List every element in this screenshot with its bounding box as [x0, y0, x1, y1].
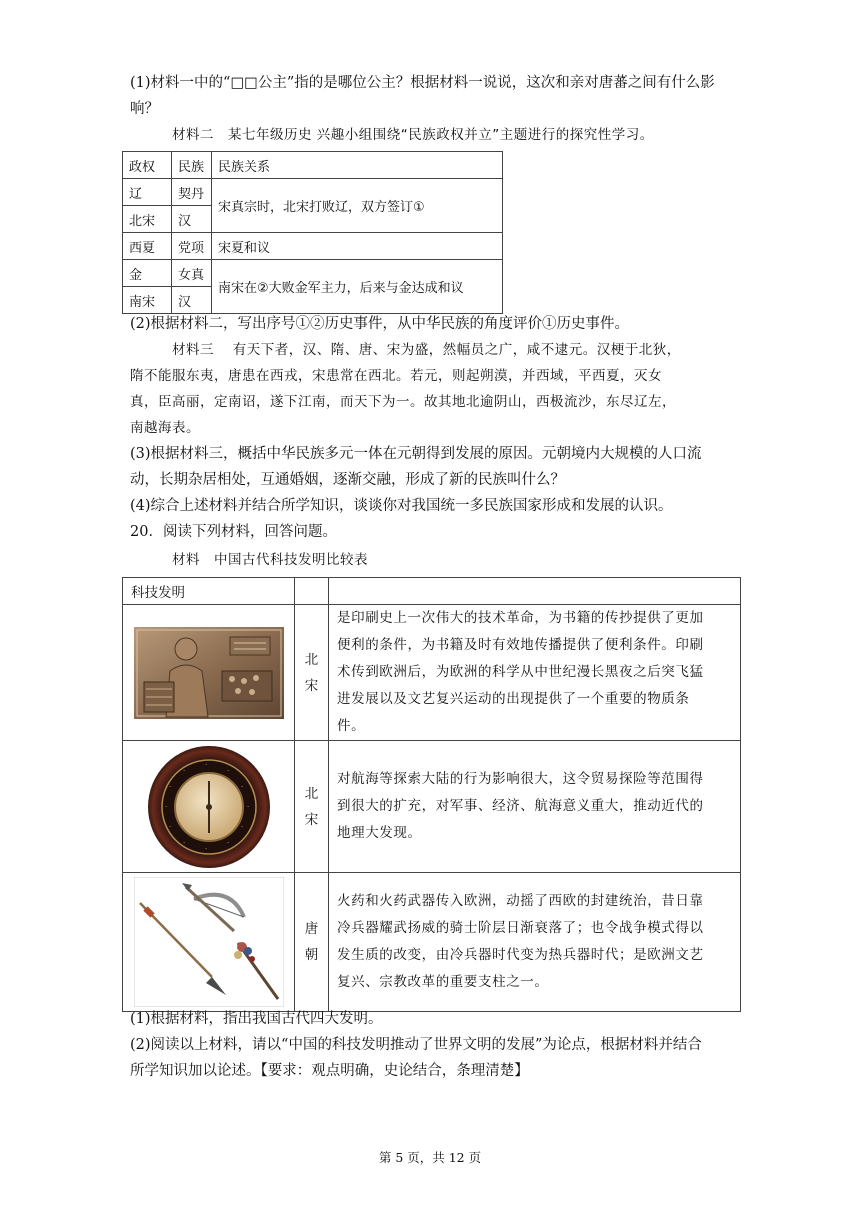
- material-3-line-1: 材料三 有天下者，汉、隋、唐、宋为盛，然幅员之广，咸不逮元。汉梗于北狄，: [172, 342, 681, 358]
- question-1-line-1: (1)材料一中的“□□公主”指的是哪位公主？根据材料一说说，这次和亲对唐蕃之间有什么影: [130, 75, 715, 91]
- table-header-row: [123, 578, 741, 605]
- description-line: 对航海等探索大陆的行为影响很大，这令贸易探险等范围得: [337, 771, 704, 787]
- svg-text:·: ·: [246, 802, 249, 811]
- table-row: [123, 260, 503, 287]
- question-2: (2)根据材料二，写出序号①②历史事件，从中华民族的角度评价①历史事件。: [130, 316, 630, 332]
- description-line: 发生质的改变，由冷兵器时代变为热兵器时代；是欧洲文艺: [337, 947, 704, 963]
- table-row: [123, 741, 741, 873]
- header-relations: 民族关系: [212, 152, 503, 179]
- relation-cell: 南宋在②大败金军主力，后来与金达成和议: [212, 260, 503, 314]
- table-row: [123, 873, 741, 1012]
- ethnic-cell: 汉: [172, 287, 212, 314]
- svg-text:·: ·: [168, 782, 171, 791]
- image-cell: [123, 873, 295, 1012]
- relation-cell: 宋夏和议: [212, 233, 503, 260]
- header-invention: 科技发明: [123, 578, 295, 605]
- material-3-line-2: 隋不能服东夷，唐患在西戎，宋患常在西北。若元，则起朔漠，并西域，平西夏，灭女: [130, 368, 662, 384]
- ethnic-cell: 女真: [172, 260, 212, 287]
- regime-cell: 南宋: [123, 287, 172, 314]
- ethnic-cell: 汉: [172, 206, 212, 233]
- question-20-1: (1)根据材料，指出我国古代四大发明。: [130, 1011, 383, 1027]
- material-3-line-3: 真，臣高丽，定南诏，遂下江南，而天下为一。故其地北逾阴山，西极流沙，东尽辽左，: [130, 394, 676, 410]
- dynasty-cell: [295, 605, 329, 741]
- header-empty: [329, 578, 741, 605]
- dynasty-cell: [295, 741, 329, 873]
- table-row: [123, 179, 503, 206]
- compass-image: [147, 745, 271, 869]
- description-line: 件。: [337, 718, 366, 734]
- regime-cell: 西夏: [123, 233, 172, 260]
- regime-cell: 金: [123, 260, 172, 287]
- material-3-line-4: 南越海表。: [130, 420, 200, 436]
- description-line: 是印刷史上一次伟大的技术革命，为书籍的传抄提供了更加: [337, 610, 704, 626]
- gunpowder-weapons-image: [134, 877, 284, 1007]
- dynasty-char: 宋: [304, 677, 319, 694]
- image-cell: [123, 605, 295, 741]
- question-3-line-1: (3)根据材料三，概括中华民族多元一体在元朝得到发展的原因。元朝境内大规模的人口流: [130, 446, 702, 462]
- regime-cell: 北宋: [123, 206, 172, 233]
- ethnic-cell: 契丹: [172, 179, 212, 206]
- dynasty-char: 唐: [304, 921, 319, 937]
- svg-text:·: ·: [226, 766, 229, 775]
- description-line: 火药和火药武器传入欧洲，动摇了西欧的封建统治，昔日靠: [337, 893, 704, 909]
- inventions-table: [122, 577, 741, 1012]
- description-line: 进发展以及文艺复兴运动的出现提供了一个重要的物质条: [337, 691, 690, 707]
- dynasty-char: 宋: [304, 811, 319, 828]
- dynasty-char: 北: [304, 651, 319, 668]
- svg-text:·: ·: [204, 844, 207, 853]
- description-line: 术传到欧洲后，为欧洲的科学从中世纪漫长黑夜之后突飞猛: [337, 664, 704, 680]
- description-line: 复兴、宗教改革的重要支柱之一。: [337, 974, 549, 990]
- description-line: 到很大的扩充，对军事、经济、航海意义重大，推动近代的: [337, 798, 704, 814]
- page-footer: 第 5 页，共 12 页: [378, 1150, 482, 1165]
- dynasty-cell: [295, 873, 329, 1012]
- table-row: [123, 233, 503, 260]
- svg-text:·: ·: [168, 822, 171, 831]
- svg-text:·: ·: [204, 760, 207, 769]
- movable-type-printing-relief-image: [134, 627, 284, 719]
- svg-text:·: ·: [164, 802, 167, 811]
- description-cell: [329, 741, 741, 873]
- question-3-line-2: 动，长期杂居相处，互通婚姻，逐渐交融，形成了新的民族叫什么？: [130, 472, 565, 488]
- table-header-row: [123, 152, 503, 179]
- regime-cell: 辽: [123, 179, 172, 206]
- description-line: 冷兵器耀武扬威的骑士阶层日渐衰落了；也令战争模式得以: [337, 920, 704, 936]
- description-cell: [329, 873, 741, 1012]
- question-4: (4)综合上述材料并结合所学知识，谈谈你对我国统一多民族国家形成和发展的认识。: [130, 498, 673, 514]
- question-20-2-line-2: 所学知识加以论述。【要求：观点明确，史论结合，条理清楚】: [130, 1063, 529, 1079]
- svg-text:·: ·: [226, 838, 229, 847]
- table-row: [123, 605, 741, 741]
- description-cell: [329, 605, 741, 741]
- description-line: 地理大发现。: [337, 825, 422, 841]
- svg-text:·: ·: [240, 822, 243, 831]
- question-20-title: 20．阅读下列材料，回答问题。: [130, 524, 337, 540]
- header-empty: [295, 578, 329, 605]
- header-regime: 政权: [123, 152, 172, 179]
- material-2-intro: 材料二 某七年级历史 兴趣小组围绕“民族政权并立”主题进行的探究性学习。: [172, 127, 654, 143]
- image-cell: [123, 741, 295, 873]
- ethnic-cell: 党项: [172, 233, 212, 260]
- question-1-line-2: 响？: [130, 101, 159, 117]
- ethnic-regimes-table: [122, 151, 503, 314]
- dynasty-char: 朝: [304, 947, 319, 963]
- svg-text:·: ·: [240, 782, 243, 791]
- material-title: 材料 中国古代科技发明比较表: [172, 552, 368, 568]
- description-line: 便利的条件，为书籍及时有效地传播提供了便利条件。印刷: [337, 637, 704, 653]
- relation-cell: 宋真宗时，北宋打败辽，双方签订①: [212, 179, 503, 233]
- svg-text:·: ·: [182, 766, 185, 775]
- dynasty-char: 北: [304, 785, 319, 802]
- svg-text:·: ·: [182, 838, 185, 847]
- question-20-2-line-1: (2)阅读以上材料，请以“中国的科技发明推动了世界文明的发展”为论点，根据材料并结合: [130, 1037, 702, 1053]
- header-ethnic: 民族: [172, 152, 212, 179]
